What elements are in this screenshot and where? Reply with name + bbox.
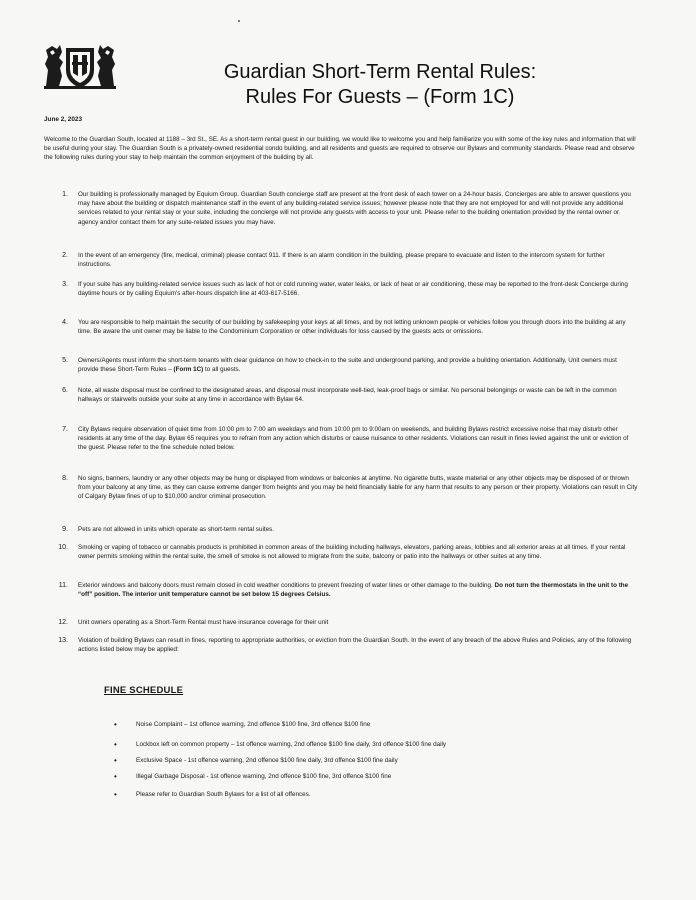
fine-item-text: Noise Complaint – 1st offence warning, 2nd offence $100 fine, 3rd offence $100 fine — [136, 721, 371, 728]
rule-text-part: to all guests. — [203, 366, 241, 374]
title-line-1: Guardian Short-Term Rental Rules: — [223, 61, 537, 83]
scan-speck — [238, 20, 240, 22]
rule-text-part: Exterior windows and balcony doors must remain closed in cold weather conditions to prevent freezing of water lines or other damage to the building. — [78, 582, 495, 589]
rule-number: 12. — [58, 619, 68, 626]
rule-number: 8. — [62, 475, 68, 482]
rule-number: 3. — [62, 281, 68, 288]
rule-text-bold: (Form 1C) — [173, 366, 204, 374]
rule-number: 9. — [62, 526, 68, 533]
page-title — [150, 60, 610, 110]
rule-text: Note, all waste disposal must be confined to the designated areas, and disposal must incorporate well-tied, leak-proof bags or similar. No personal belongings or waste can be left in the common hallways or stairwells outside your suite at any time in accordance with Bylaw 64. — [78, 387, 617, 404]
bullet-icon: • — [114, 720, 117, 729]
rule-text: You are responsible to help maintain the security of our building by safekeeping your keys at all times, and by not letting unknown people or vehicles follow you through doors into the building at any time. Be aware the unit owner may be liable to the Condominium Corporation or other individuals for loss caused by the guests acts or omissions. — [78, 319, 626, 336]
rule-text: Violation of building Bylaws can result in fines, reporting to appropriate authorities, or eviction from the Guardian South. In the event of any breach of the above Rules and Policies, any of the following actions listed below may be applied: — [78, 637, 632, 654]
rule-number: 6. — [62, 387, 68, 394]
rule-text: No signs, banners, laundry or any other objects may be hung or displayed from windows or balconies at anytime. No cigarette butts, waste material or any other objects may be disposed of or thrown from your balcony at any time, as they can cause extreme danger from heights and you may be held financially liable for any harm that results to any person or their property. Violations can result in City of Calgary Bylaw fines of up to $10,000 and/or criminal prosecution. — [78, 475, 638, 501]
rule-number: 13. — [58, 637, 68, 644]
rule-number: 2. — [62, 252, 68, 259]
rule-text: Pets are not allowed in units which operate as short-term rental suites. — [78, 526, 274, 533]
fine-item-text: Illegal Garbage Disposal - 1st offence warning, 2nd offence $100 fine, 3rd offence $100 fine — [136, 773, 392, 780]
rule-text: In the event of an emergency (fire, medical, criminal) please contact 911. If there is an alarm condition in the building, please prepare to evacuate and listen to the intercom system for further instructions. — [78, 252, 605, 269]
rule-text: City Bylaws require observation of quiet time from 10:00 pm to 7:00 am weekdays and from 10:00 pm to 9:00am on weekends, and building Bylaws restrict excessive noise that may disturb other residents at any time of the day. Bylaw 65 requires you to refrain from any action which disturbs or cause nuisance to other residents. Violations can result in fines levied against the unit or eviction of the guest. Please refer to the fine schedule noted below. — [78, 426, 629, 452]
intro-paragraph: Welcome to the Guardian South, located at 1188 – 3rd St., SE. As a short-term rental guest in our building, we would like to welcome you and help familiarize you with some of the key rules and information that will be useful during your stay. The Guardian South is a privately-owned residential condo building, and all residents and guests are required to observe our Bylaws and community standards. Please read and observe the following rules during your stay to help maintain the common enjoyment of the building by all. — [44, 136, 636, 162]
rule-text-bold: Do not turn the thermostats in the unit to the “off” position. The interior unit temperature cannot be set below 15 degrees Celsius. — [78, 582, 629, 599]
fine-item-text: Lockbox left on common property – 1st offence warning, 2nd offence $100 fine daily, 3rd offence $100 fine daily — [136, 741, 447, 748]
rule-text: If your suite has any building-related service issues such as lack of hot or cold running water, water leaks, or lack of heat or air conditioning, these may be reported to the front-desk Concierge during daytime hours or by calling Equium's after-hours dispatch line at 403-617-5166. — [78, 281, 628, 298]
rule-number: 4. — [62, 319, 68, 326]
document-date: June 2, 2023 — [44, 116, 83, 123]
rule-number: 1. — [62, 191, 68, 198]
rule-number: 10. — [58, 544, 68, 551]
bullet-icon: • — [114, 740, 117, 749]
guardian-crest-icon — [42, 40, 118, 92]
rule-number: 11. — [58, 582, 68, 589]
rule-text: Our building is professionally managed by Equium Group. Guardian South concierge staff are present at the front desk of each tower on a 24-hour basis. Concierges are able to answer questions you may have about the building or dispatch maintenance staff in the event of any building-related service issues; however please note that they are not employed for and will not provide any additional services related to your rental stay or your suite, including the concierge will not provide any guests with access to your unit. Please refer to the building orientation provided by the rental owner or agency and/or contact them for any suite-related issues you may have. — [78, 191, 631, 226]
rule-number: 7. — [62, 426, 68, 433]
rule-text — [78, 356, 638, 374]
bullet-icon: • — [114, 772, 117, 781]
rule-text: Smoking or vaping of tobacco or cannabis products is prohibited in common areas of the building including hallways, elevators, parking areas, lobbies and all exterior areas at all times. If your rental owner permits smoking within the rental suite, the smell of smoke is not allowed to migrate from the suite, balcony or patio into the hallways or other suites at any time. — [78, 544, 626, 561]
fine-item-text: Exclusive Space - 1st offence warning, 2nd offence $100 fine daily, 3rd offence $100 fine daily — [136, 757, 398, 764]
bullet-icon: • — [114, 790, 117, 799]
rule-text — [78, 581, 638, 599]
rule-number: 5. — [62, 357, 68, 364]
rule-text-part: Owners/Agents must inform the short-term tenants with clear guidance on how to check-in to the suite and underground parking, and provide a building orientation. Additionally, Unit owners must provide these Short-Term Rules – — [78, 357, 617, 374]
rule-text: Unit owners operating as a Short-Term Rental must have insurance coverage for their unit — [78, 619, 329, 626]
fine-schedule-heading: FINE SCHEDULE — [104, 685, 184, 696]
fine-item-text: Please refer to Guardian South Bylaws for a list of all offences. — [136, 791, 311, 798]
bullet-icon: • — [114, 756, 117, 765]
title-line-2: Rules For Guests – (Form 1C) — [245, 86, 515, 108]
